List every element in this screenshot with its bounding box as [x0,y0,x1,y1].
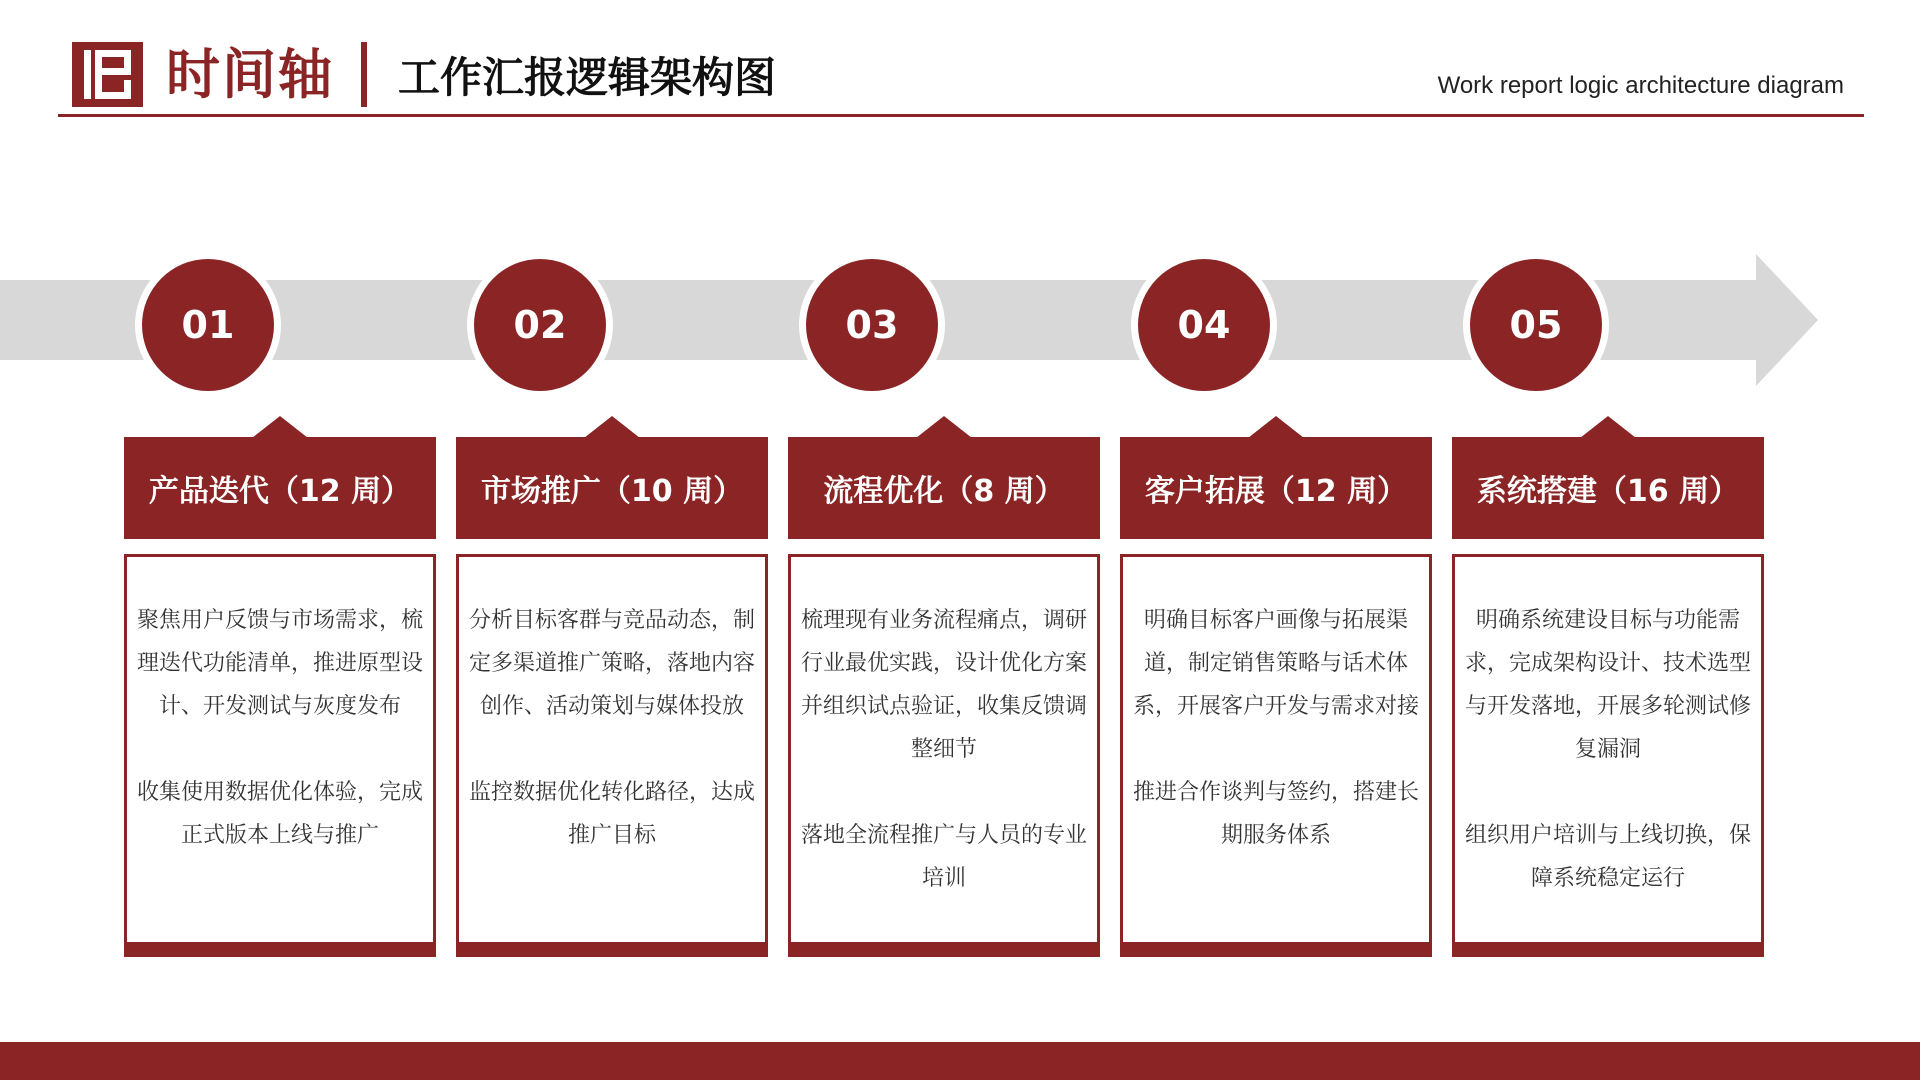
step-description-primary: 明确目标客户画像与拓展渠道，制定销售策略与话术体系，开展客户开发与需求对接 [1132,608,1419,719]
step-number: 05 [1470,259,1602,391]
step-description-secondary: 收集使用数据优化体验，完成正式版本上线与推广 [136,780,423,848]
step-description-primary: 聚焦用户反馈与市场需求，梳理迭代功能清单，推进原型设计、开发测试与灰度发布 [136,608,423,719]
step-card [788,554,1100,957]
step-description [467,599,757,857]
step-description [1131,599,1421,857]
step-pointer-icon [1248,416,1304,438]
step-pointer-icon [252,416,308,438]
timeline-step [1452,0,1764,1080]
step-pointer-icon [1580,416,1636,438]
step-number: 04 [1138,259,1270,391]
step-card-bottom-bar [459,942,765,954]
step-card-bottom-bar [127,942,433,954]
step-card-bottom-bar [1455,942,1761,954]
footer-bar [0,1042,1920,1080]
step-description-primary: 分析目标客群与竞品动态，制定多渠道推广策略，落地内容创作、活动策划与媒体投放 [468,608,755,719]
step-title: 客户拓展（12 周） [1120,437,1432,539]
step-number: 02 [474,259,606,391]
step-description-primary: 明确系统建设目标与功能需求，完成架构设计、技术选型与开发落地，开展多轮测试修复漏洞 [1464,608,1751,762]
step-title: 市场推广（10 周） [456,437,768,539]
timeline-step [124,0,436,1080]
step-card-bottom-bar [1123,942,1429,954]
step-number: 01 [142,259,274,391]
step-pointer-icon [584,416,640,438]
step-number: 03 [806,259,938,391]
step-card [124,554,436,957]
step-description-secondary: 组织用户培训与上线切换，保障系统稳定运行 [1464,823,1751,891]
page-subtitle: Work report logic architecture diagram [1437,72,1844,99]
step-description [799,599,1089,900]
step-pointer-icon [916,416,972,438]
step-card [1452,554,1764,957]
step-description-primary: 梳理现有业务流程痛点，调研行业最优实践，设计优化方案并组织试点验证，收集反馈调整细节 [800,608,1087,762]
step-card [456,554,768,957]
step-card-bottom-bar [791,942,1097,954]
step-description [1463,599,1753,900]
step-description-secondary: 推进合作谈判与签约，搭建长期服务体系 [1132,780,1419,848]
step-description-secondary: 落地全流程推广与人员的专业培训 [800,823,1087,891]
step-title: 系统搭建（16 周） [1452,437,1764,539]
step-description [135,599,425,857]
step-title: 流程优化（8 周） [788,437,1100,539]
step-description-secondary: 监控数据优化转化路径，达成推广目标 [468,780,755,848]
step-card [1120,554,1432,957]
timeline-step [1120,0,1432,1080]
timeline-arrow-head-icon [1756,254,1818,386]
brand-title: 时间轴 [166,43,334,106]
timeline-step [456,0,768,1080]
page-title: 工作汇报逻辑架构图 [398,53,777,102]
timeline-step [788,0,1100,1080]
step-title: 产品迭代（12 周） [124,437,436,539]
